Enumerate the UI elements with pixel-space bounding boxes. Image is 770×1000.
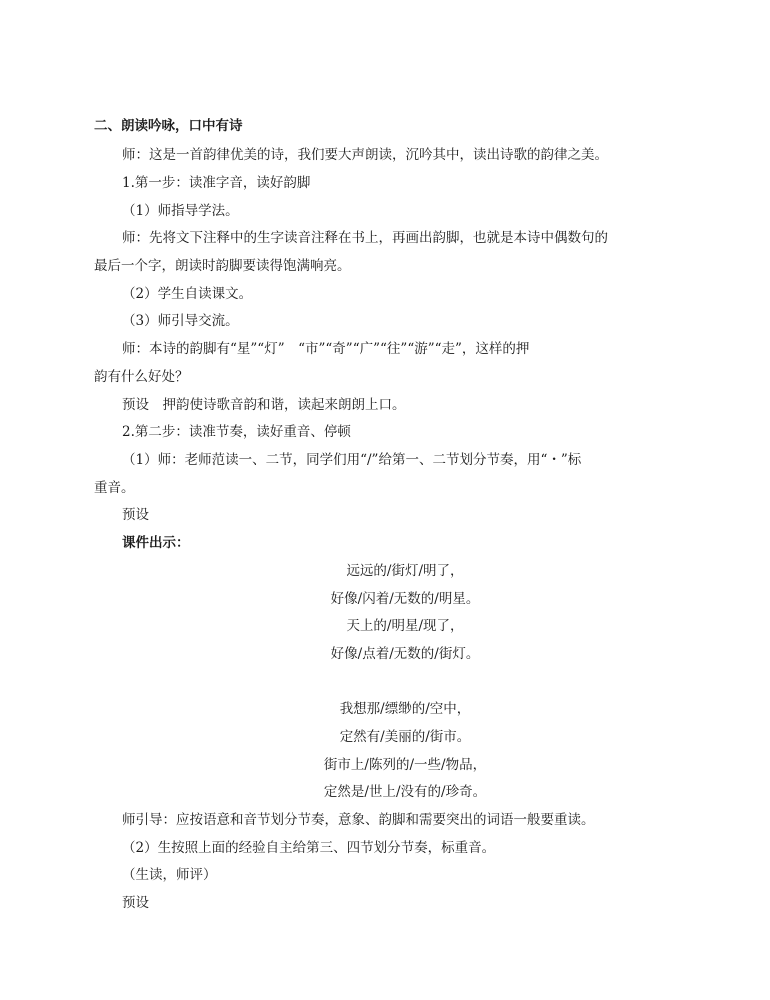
paragraph-preset-label-2: 预设 [122,895,149,911]
poem-line: 定然是/世上/没有的/珍奇。 [323,784,487,800]
paragraph-preset-label: 预设 [122,507,149,523]
paragraph-teacher-intro: 师：这是一首韵律优美的诗，我们要大声朗读，沉吟其中，读出诗歌的韵律之美。 [122,147,608,163]
paragraph-preset-answer: 预设 押韵使诗歌音韵和谐，读起来朗朗上口。 [122,397,406,413]
poem-line: 好像/点着/无数的/街灯。 [330,646,480,662]
poem-line: 好像/闪着/无数的/明星。 [330,591,480,607]
paragraph-teacher-instruction: 师：先将文下注释中的生字读音注释在书上，再画出韵脚，也就是本诗中偶数句的 [122,230,608,246]
paragraph-rhyme-question: 师：本诗的韵脚有“星”“灯” “市”“奇”“广”“往”“游”“走”，这样的押 [122,341,530,357]
step-one-heading: 1.第一步：读准字音，读好韵脚 [122,175,311,191]
poem-line: 我想那/缥缈的/空中， [339,701,471,717]
poem-line: 定然有/美丽的/街市。 [339,729,471,745]
paragraph-rhythm-instruction: （1）师：老师范读一、二节，同学们用“/”给第一、二节划分节奏，用“・”标 [122,452,582,468]
paragraph-guide-method: （1）师指导学法。 [122,203,239,219]
paragraph-read-evaluate: （生读，师评） [122,867,217,883]
paragraph-teacher-instruction-cont: 最后一个字，朗读时韵脚要读得饱满响亮。 [94,258,351,274]
paragraph-self-reading: （2）学生自读课文。 [122,286,253,302]
step-two-heading: 2.第二步：读准节奏，读好重音、停顿 [122,424,351,440]
paragraph-teacher-guidance: 师引导：应按语意和音节划分节奏，意象、韵脚和需要突出的词语一般要重读。 [122,812,595,828]
courseware-label: 课件出示： [122,535,190,551]
paragraph-rhythm-instruction-cont: 重音。 [94,480,135,496]
poem-line: 远远的/街灯/明了， [346,563,464,579]
paragraph-student-practice: （2）生按照上面的经验自主给第三、四节划分节奏，标重音。 [122,840,496,856]
section-heading: 二、朗读吟咏，口中有诗 [94,118,243,134]
poem-line: 天上的/明星/现了， [346,618,464,634]
paragraph-exchange: （3）师引导交流。 [122,313,239,329]
poem-line: 街市上/陈列的/一些/物品， [323,757,487,773]
paragraph-rhyme-question-cont: 韵有什么好处？ [94,369,189,385]
